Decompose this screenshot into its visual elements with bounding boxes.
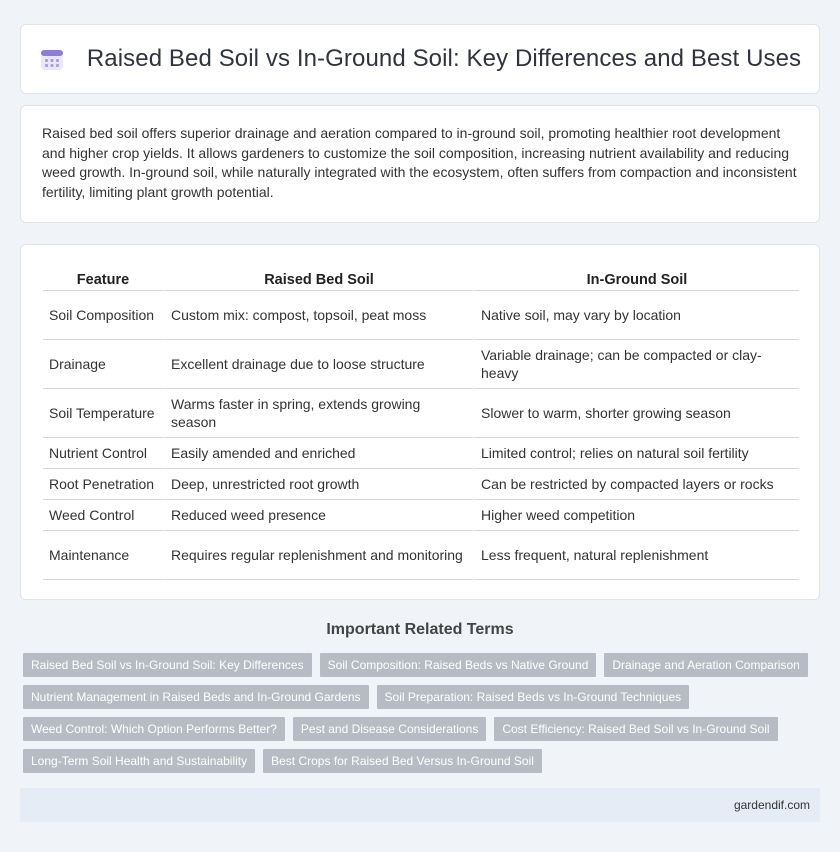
related-terms-title: Important Related Terms bbox=[326, 621, 514, 638]
tag-row bbox=[23, 717, 823, 741]
in-ground-cell: Higher weed competition bbox=[473, 500, 799, 531]
related-tag[interactable]: Nutrient Management in Raised Beds and In-Ground Gardens bbox=[23, 685, 369, 709]
feature-cell: Drainage bbox=[43, 340, 163, 389]
intro-paragraph: Raised bed soil offers superior drainage and aeration compared to in-ground soil, promoting healthier root development and higher crop yields. It allows gardeners to customize the soil composition, increasing nutrient availability and reducing weed growth. In-ground soil, while naturally integrated with the ecosystem, often suffers from compaction and inconsistent fertility, limiting plant growth potential. bbox=[42, 125, 797, 200]
footer bbox=[20, 788, 820, 822]
table-row bbox=[43, 291, 799, 340]
header-card bbox=[20, 24, 820, 94]
raised-bed-cell: Reduced weed presence bbox=[163, 500, 473, 531]
feature-cell: Nutrient Control bbox=[43, 438, 163, 469]
related-tag[interactable]: Soil Composition: Raised Beds vs Native Ground bbox=[320, 653, 597, 677]
related-tag[interactable]: Best Crops for Raised Bed Versus In-Ground Soil bbox=[263, 749, 542, 773]
related-tags bbox=[23, 653, 823, 781]
table-row bbox=[43, 531, 799, 580]
intro-card bbox=[20, 105, 820, 223]
raised-bed-cell: Custom mix: compost, topsoil, peat moss bbox=[163, 291, 473, 340]
raised-bed-cell: Deep, unrestricted root growth bbox=[163, 469, 473, 500]
tag-row bbox=[23, 685, 823, 709]
in-ground-cell: Can be restricted by compacted layers or rocks bbox=[473, 469, 799, 500]
related-tag[interactable]: Pest and Disease Considerations bbox=[293, 717, 486, 741]
table-row bbox=[43, 469, 799, 500]
header-feature: Feature bbox=[43, 265, 163, 291]
feature-cell: Root Penetration bbox=[43, 469, 163, 500]
tag-row bbox=[23, 749, 823, 773]
page-title: Raised Bed Soil vs In-Ground Soil: Key Differences and Best Uses bbox=[86, 45, 802, 72]
table-row bbox=[43, 340, 799, 389]
tag-row bbox=[23, 653, 823, 677]
feature-cell: Soil Composition bbox=[43, 291, 163, 340]
comparison-table bbox=[43, 265, 799, 580]
feature-cell: Soil Temperature bbox=[43, 389, 163, 438]
footer-site[interactable]: gardendif.com bbox=[733, 798, 810, 812]
related-tag[interactable]: Cost Efficiency: Raised Bed Soil vs In-Ground Soil bbox=[494, 717, 777, 741]
table-header-row bbox=[43, 265, 799, 291]
comparison-table-card bbox=[20, 244, 820, 600]
related-tag[interactable]: Long-Term Soil Health and Sustainability bbox=[23, 749, 255, 773]
feature-cell: Weed Control bbox=[43, 500, 163, 531]
related-tag[interactable]: Drainage and Aeration Comparison bbox=[604, 653, 807, 677]
table-row bbox=[43, 500, 799, 531]
header-in-ground: In-Ground Soil bbox=[473, 265, 799, 291]
raised-bed-cell: Easily amended and enriched bbox=[163, 438, 473, 469]
in-ground-cell: Limited control; relies on natural soil fertility bbox=[473, 438, 799, 469]
raised-bed-cell: Requires regular replenishment and monitoring bbox=[163, 531, 473, 580]
related-tag[interactable]: Weed Control: Which Option Performs Better? bbox=[23, 717, 285, 741]
in-ground-cell: Native soil, may vary by location bbox=[473, 291, 799, 340]
table-row bbox=[43, 389, 799, 438]
feature-cell: Maintenance bbox=[43, 531, 163, 580]
title-wrap bbox=[39, 45, 801, 73]
in-ground-cell: Slower to warm, shorter growing season bbox=[473, 389, 799, 438]
related-tag[interactable]: Soil Preparation: Raised Beds vs In-Ground Techniques bbox=[377, 685, 690, 709]
raised-bed-cell: Excellent drainage due to loose structure bbox=[163, 340, 473, 389]
in-ground-cell: Less frequent, natural replenishment bbox=[473, 531, 799, 580]
table-row bbox=[43, 438, 799, 469]
related-tag[interactable]: Raised Bed Soil vs In-Ground Soil: Key Differences bbox=[23, 653, 312, 677]
calendar-icon bbox=[39, 46, 65, 72]
in-ground-cell: Variable drainage; can be compacted or clay-heavy bbox=[473, 340, 799, 389]
raised-bed-cell: Warms faster in spring, extends growing season bbox=[163, 389, 473, 438]
header-raised-bed: Raised Bed Soil bbox=[163, 265, 473, 291]
